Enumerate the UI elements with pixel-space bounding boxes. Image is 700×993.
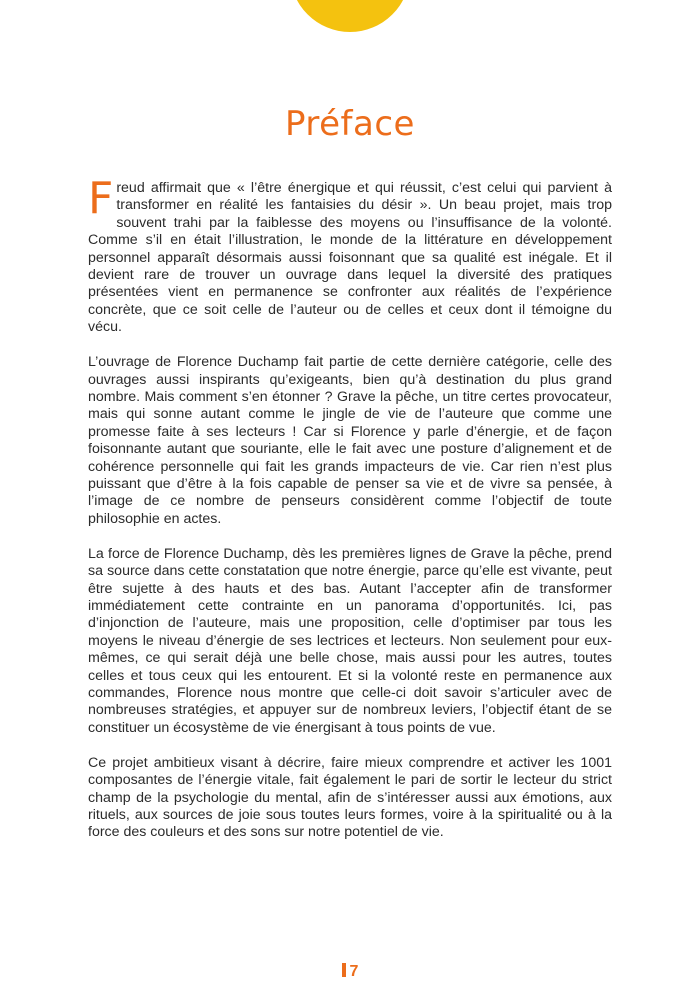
paragraph-2: L’ouvrage de Florence Duchamp fait partie de cette dernière catégorie, celle des ouvrages aussi inspirants qu’exigeants, bien qu’à destination du plus grand nombre. Mais comment s’en étonner ? Grave la pêche, un titre certes provocateur, mais qui sonne autant comme le jingle de vie de l’auteure que comme une promesse faite à ses lecteurs ! Car si Florence y parle d’énergie, et de façon foisonnante autant que souriante, elle le fait avec une posture d’alignement et de cohérence personnelle qui fait les grands impacteurs de vie. Car rien n’est plus puissant que d’être à la fois capable de penser sa vie et de vivre sa pensée, à l’image de ce nombre de penseurs considèrent comme l’objectif de toute philosophie en actes. <box>88 354 612 527</box>
page-number-value: 7 <box>349 963 359 980</box>
paragraph-1 <box>88 173 612 337</box>
page-title: Préface <box>285 104 415 144</box>
decorative-sun-disc <box>290 0 410 32</box>
paragraph-text: reud affirmait que « l’être énergique et qui réussit, c’est celui qui parvient à transformer en réalité les fantaisies du désir ». Un beau projet, mais trop souvent trahi par la faiblesse des moyens ou l’insuffisance de la volonté. Comme s’il en était l’illustration, le monde de la littérature en développement personnel apparaît désormais aussi foisonnant que sa qualité est inégale. Et il devient rare de trouver un ouvrage dans lequel la diversité des pratiques présentées vient en permanence se confronter aux réalités de l’expérience concrète, que ce soit celle de l’auteur ou de celles et ceux dont il témoigne du vécu. <box>88 180 612 336</box>
drop-cap: F <box>88 173 114 224</box>
paragraph-4: Ce projet ambitieux visant à décrire, faire mieux comprendre et activer les 1001 composantes de l’énergie vitale, fait également le pari de sortir le lecteur du strict champ de la psychologie du mental, afin de s’intéresser aussi aux émotions, aux rituels, aux sources de joie sous toutes leurs formes, voire à la spiritualité ou à la force des couleurs et des sons sur notre potentiel de vie. <box>88 754 612 841</box>
preface-body <box>88 173 612 859</box>
page-number-bar <box>342 963 346 977</box>
page-number <box>0 963 700 981</box>
paragraph-3: La force de Florence Duchamp, dès les premières lignes de Grave la pêche, prend sa source dans cette constatation que notre énergie, parce qu’elle est vivante, peut être sujette à des hauts et des bas. Autant l’accepter afin de transformer immédiatement cette contrainte en un panorama d’opportunités. Ici, pas d’injonction de l’auteure, mais une proposition, celle d’optimiser par tous les moyens le niveau d’énergie de ses lectrices et lecteurs. Non seulement pour eux-mêmes, ce qui serait déjà une belle chose, mais aussi pour les autres, toutes celles et tous ceux qui les entourent. Et si la volonté reste en permanence aux commandes, Florence nous montre que celle-ci doit savoir s’articuler avec de nombreuses stratégies, et appuyer sur de nombreux leviers, l’objectif étant de se constituer un écosystème de vie énergisant à tous points de vue. <box>88 545 612 736</box>
